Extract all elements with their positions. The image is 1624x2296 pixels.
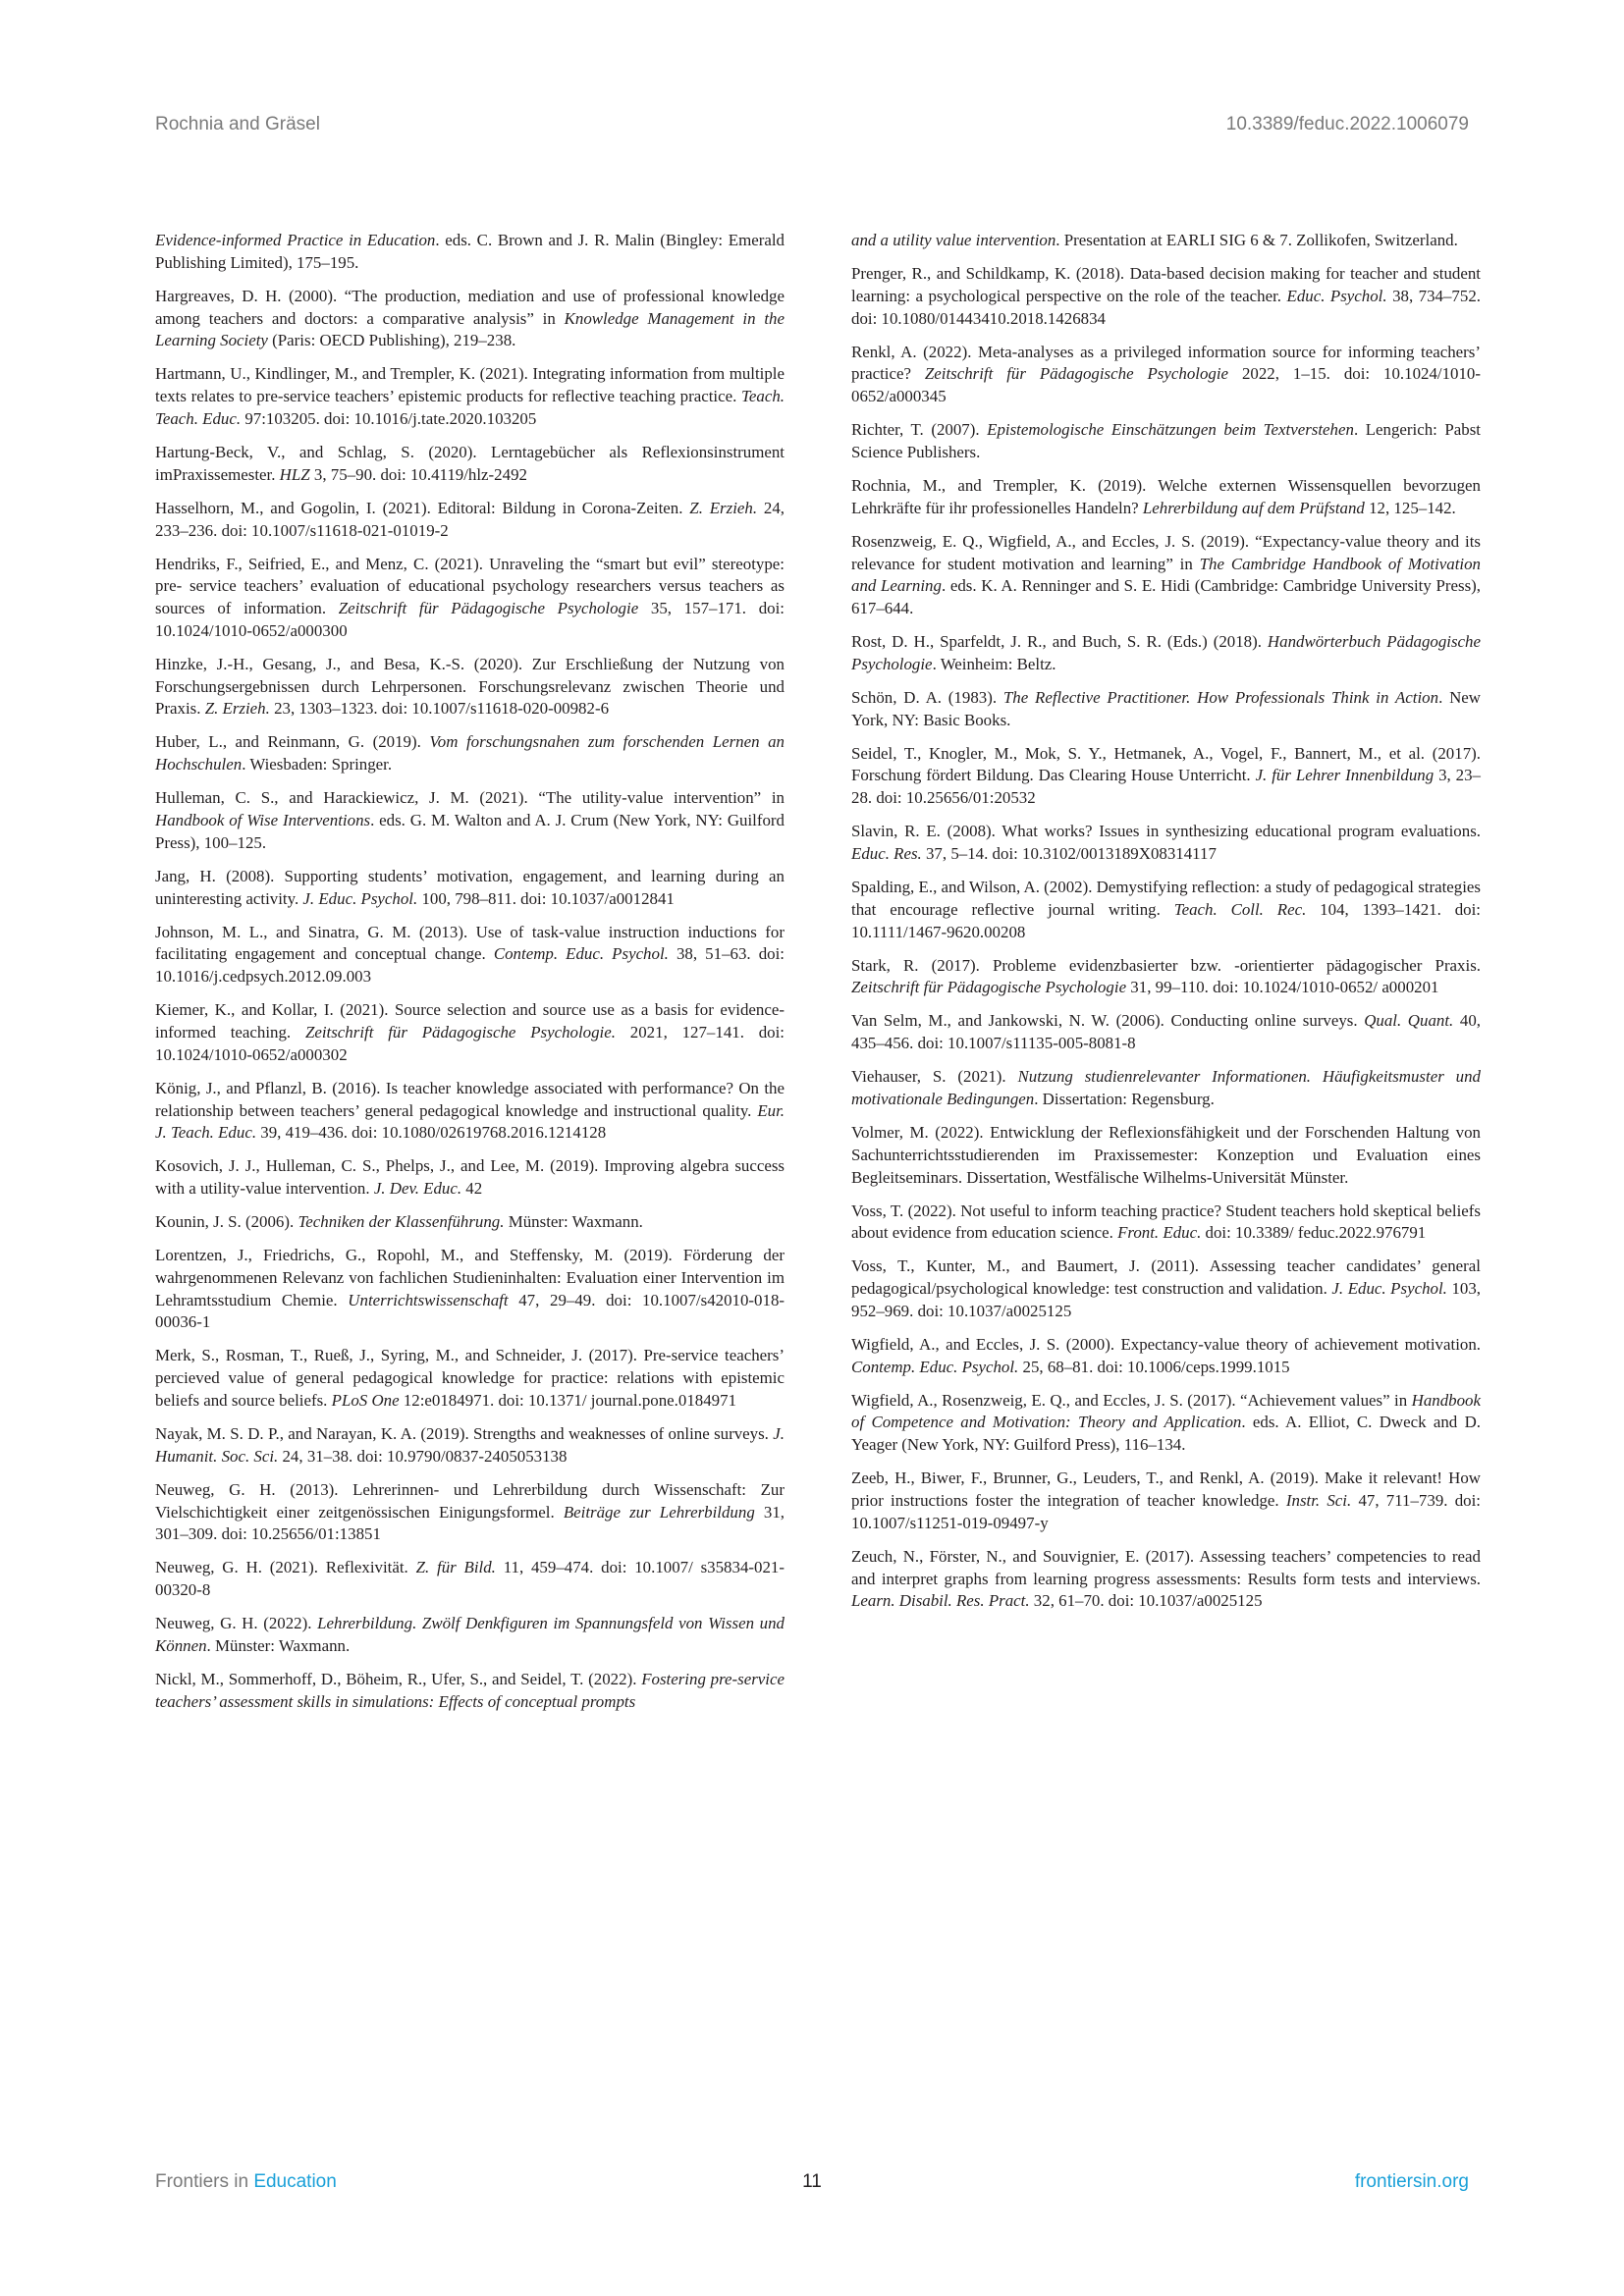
reference-title-italic: Knowledge Management in the Learning Society bbox=[155, 308, 785, 350]
reference-title-italic: Educ. Psychol. bbox=[1286, 286, 1387, 305]
reference-text: Voss, T., Kunter, M., and Baumert, J. (2011). Assessing teacher candidates’ general pedagogical/psychological knowledge: test construction and validation. bbox=[851, 1256, 1481, 1299]
reference-entry bbox=[851, 342, 1481, 408]
reference-entry bbox=[155, 999, 785, 1066]
reference-entry bbox=[851, 743, 1481, 810]
reference-title-italic: Z. Erzieh. bbox=[689, 498, 758, 517]
reference-entry bbox=[155, 1245, 785, 1334]
reference-title-italic: Lehrerbildung. Zwölf Denkfiguren im Spannungsfeld von Wissen und Können bbox=[155, 1614, 785, 1655]
reference-title-italic: Zeitschrift für Pädagogische Psychologie. bbox=[304, 1022, 616, 1041]
reference-title-italic: Instr. Sci. bbox=[1285, 1491, 1352, 1511]
reference-text: Richter, T. (2007). bbox=[851, 420, 988, 440]
reference-entry bbox=[851, 1066, 1481, 1111]
reference-text: . Weinheim: Beltz. bbox=[932, 654, 1056, 673]
reference-text: König, J., and Pflanzl, B. (2016). Is teacher knowledge associated with performance? On the relationship between teachers’ general pedagogical knowledge and instructional quality. bbox=[155, 1078, 785, 1120]
reference-text: Kiemer, K., and Kollar, I. (2021). Source selection and source use as a basis for evidence- informed teaching. bbox=[155, 1000, 785, 1041]
reference-text: 12, 125–142. bbox=[1364, 498, 1456, 517]
reference-title-italic: Eur. J. Teach. Educ. bbox=[155, 1100, 785, 1143]
reference-text: Johnson, M. L., and Sinatra, G. M. (2013). Use of task-value instruction inductions for facilitating engagement and conceptual change. bbox=[155, 922, 785, 964]
reference-title-italic: J. Educ. Psychol. bbox=[302, 888, 418, 908]
reference-text: Hargreaves, D. H. (2000). “The production, mediation and use of professional knowledge among teachers and doctors: a comparative analysis” in bbox=[155, 286, 785, 328]
reference-title-italic: Handbook of Wise Interventions bbox=[155, 811, 371, 830]
reference-title-italic: Zeitschrift für Pädagogische Psychologie bbox=[924, 364, 1229, 384]
reference-title-italic: Teach. Coll. Rec. bbox=[1173, 899, 1307, 919]
reference-entry bbox=[155, 1155, 785, 1201]
reference-text: 24, 233–236. doi: 10.1007/s11618-021-01019-2 bbox=[155, 498, 785, 540]
reference-entry bbox=[155, 654, 785, 721]
reference-text: 24, 31–38. doi: 10.9790/0837-2405053138 bbox=[278, 1446, 568, 1466]
reference-text: Neuweg, G. H. (2022). bbox=[155, 1614, 318, 1633]
reference-entry bbox=[851, 1334, 1481, 1379]
reference-text: Seidel, T., Knogler, M., Mok, S. Y., Hetmanek, A., Vogel, F., Bannert, M., et al. (2017). Forschung fördert Bildung. Das Clearing House Unterricht. bbox=[851, 743, 1481, 785]
reference-entry bbox=[851, 1255, 1481, 1322]
reference-text: Stark, R. (2017). Probleme evidenzbasierter bzw. -orientierter pädagogischer Praxis. bbox=[851, 955, 1481, 975]
reference-title-italic: Teach. Teach. Educ. bbox=[155, 387, 785, 428]
reference-text: Rosenzweig, E. Q., Wigfield, A., and Eccles, J. S. (2019). “Expectancy-value theory and its relevance for student motivation and learning” in bbox=[851, 531, 1481, 573]
reference-entry bbox=[155, 787, 785, 854]
reference-entry bbox=[851, 955, 1481, 1000]
reference-title-italic: and a utility value intervention bbox=[851, 231, 1056, 249]
reference-text: Kounin, J. S. (2006). bbox=[155, 1212, 298, 1232]
footer-journal-name: Education bbox=[253, 2171, 337, 2192]
reference-title-italic: Z. für Bild. bbox=[415, 1558, 496, 1577]
reference-title-italic: Contemp. Educ. Psychol. bbox=[493, 944, 669, 964]
reference-text: . eds. G. M. Walton and A. J. Crum (New York, NY: Guilford Press), 100–125. bbox=[155, 811, 785, 852]
reference-text: Renkl, A. (2022). Meta-analyses as a privileged information source for informing teachers’ practice? bbox=[851, 342, 1481, 384]
reference-text: Zeeb, H., Biwer, F., Brunner, G., Leuders, T., and Renkl, A. (2019). Make it relevant! How prior instructions foster the integration of teacher knowledge. bbox=[851, 1468, 1481, 1511]
reference-text: Zeuch, N., Förster, N., and Souvignier, E. (2017). Assessing teachers’ competencies to read and interpret graphs from learning progress assessments: Results form tests and interviews. bbox=[851, 1546, 1481, 1588]
reference-entry bbox=[851, 631, 1481, 676]
reference-text: Hendriks, F., Seifried, E., and Menz, C. (2021). Unraveling the “smart but evil” stereotype: pre- service teachers’ evaluation of educational psychology researchers versus teachers as sources of information. bbox=[155, 554, 785, 618]
reference-text: Hartmann, U., Kindlinger, M., and Trempler, K. (2021). Integrating information from multiple texts relates to pre-service teachers’ epistemic products for reflective teaching practice. bbox=[155, 364, 785, 406]
reference-entry bbox=[851, 1201, 1481, 1246]
reference-title-italic: Beiträge zur Lehrerbildung bbox=[563, 1502, 755, 1522]
reference-text: . eds. A. Elliot, C. Dweck and D. Yeager (New York, NY: Guilford Press), 116–134. bbox=[851, 1413, 1481, 1455]
reference-title-italic: Learn. Disabil. Res. Pract. bbox=[851, 1591, 1030, 1611]
reference-text: 47, 29–49. doi: 10.1007/s42010-018-00036-1 bbox=[155, 1290, 785, 1332]
reference-entry bbox=[155, 230, 785, 275]
reference-text: 104, 1393–1421. doi: 10.1111/1467-9620.00208 bbox=[851, 899, 1481, 941]
reference-text: Prenger, R., and Schildkamp, K. (2018). Data-based decision making for teacher and student learning: a psychological perspective on the role of the teacher. bbox=[851, 263, 1481, 305]
reference-title-italic: J. für Lehrer Innenbildung bbox=[1255, 766, 1435, 785]
reference-text: . Presentation at EARLI SIG 6 & 7. Zollikofen, Switzerland. bbox=[1056, 231, 1458, 249]
reference-text: 23, 1303–1323. doi: 10.1007/s11618-020-00982-6 bbox=[269, 699, 610, 719]
reference-entry bbox=[851, 263, 1481, 330]
reference-text: Nayak, M. S. D. P., and Narayan, K. A. (2019). Strengths and weaknesses of online surveys. bbox=[155, 1424, 774, 1444]
reference-entry bbox=[155, 1479, 785, 1546]
reference-entry bbox=[155, 1345, 785, 1412]
reference-entry bbox=[851, 1010, 1481, 1055]
footer-site-link[interactable]: frontiersin.org bbox=[1354, 2171, 1469, 2192]
reference-text: . eds. K. A. Renninger and S. E. Hidi (Cambridge: Cambridge University Press), 617–644. bbox=[851, 576, 1481, 618]
reference-text: . Wiesbaden: Springer. bbox=[242, 755, 393, 774]
reference-entry bbox=[851, 419, 1481, 464]
reference-entry bbox=[851, 1468, 1481, 1534]
references-right-column bbox=[851, 230, 1481, 1624]
reference-entry bbox=[155, 498, 785, 543]
reference-entry bbox=[155, 442, 785, 487]
reference-text: 25, 68–81. doi: 10.1006/ceps.1999.1015 bbox=[1018, 1357, 1290, 1376]
reference-text: Viehauser, S. (2021). bbox=[851, 1067, 1018, 1087]
reference-title-italic: The Cambridge Handbook of Motivation and Learning bbox=[851, 554, 1482, 596]
reference-title-italic: Handwörterbuch Pädagogische Psychologie bbox=[851, 632, 1481, 673]
reference-text: Rochnia, M., and Trempler, K. (2019). Welche externen Wissensquellen bevorzugen Lehrkräfte für ihr professionelles Handeln? bbox=[851, 475, 1481, 517]
reference-text: Kosovich, J. J., Hulleman, C. S., Phelps, J., and Lee, M. (2019). Improving algebra success with a utility-value intervention. bbox=[155, 1156, 785, 1199]
reference-text: Lorentzen, J., Friedrichs, G., Ropohl, M., and Steffensky, M. (2019). Förderung der wahrgenommenen Relevanz von fachlichen Studieninhalten: Evaluation einer Intervention im Lehramtsstudium Chemie. bbox=[155, 1246, 785, 1309]
reference-title-italic: PLoS One bbox=[331, 1391, 400, 1411]
reference-text: 31, 301–309. doi: 10.25656/01:13851 bbox=[155, 1502, 785, 1544]
reference-entry bbox=[851, 877, 1481, 943]
reference-entry bbox=[155, 286, 785, 352]
reference-text: . New York, NY: Basic Books. bbox=[851, 687, 1481, 729]
reference-text: Hulleman, C. S., and Harackiewicz, J. M. (2021). “The utility-value intervention” in bbox=[155, 788, 785, 808]
reference-text: . Dissertation: Regensburg. bbox=[1034, 1089, 1215, 1108]
reference-text: Schön, D. A. (1983). bbox=[851, 687, 1003, 707]
reference-entry bbox=[851, 821, 1481, 866]
reference-title-italic: Evidence-informed Practice in Education bbox=[155, 231, 436, 249]
reference-entry bbox=[851, 1390, 1481, 1457]
reference-text: Neuweg, G. H. (2013). Lehrerinnen- und Lehrerbildung durch Wissenschaft: Zur Vielschichtigkeit einer zeitgenössischen Einigungsformel. bbox=[155, 1479, 785, 1522]
reference-text: 42 bbox=[461, 1179, 483, 1199]
reference-text: Münster: Waxmann. bbox=[504, 1212, 643, 1232]
reference-text: 47, 711–739. doi: 10.1007/s11251-019-09497-y bbox=[851, 1491, 1481, 1532]
reference-text: Hasselhorn, M., and Gogolin, I. (2021). Editoral: Bildung in Corona-Zeiten. bbox=[155, 498, 690, 517]
reference-entry bbox=[851, 1122, 1481, 1189]
reference-text: doi: 10.3389/ feduc.2022.976791 bbox=[1201, 1223, 1427, 1243]
reference-title-italic: Front. Educ. bbox=[1117, 1223, 1202, 1243]
references-left-column bbox=[155, 230, 785, 1725]
reference-title-italic: Educ. Res. bbox=[851, 844, 922, 864]
reference-text: . Münster: Waxmann. bbox=[206, 1635, 351, 1655]
reference-title-italic: Techniken der Klassenführung. bbox=[298, 1212, 505, 1232]
reference-text: (Paris: OECD Publishing), 219–238. bbox=[267, 331, 516, 350]
reference-entry bbox=[155, 866, 785, 911]
reference-text: 103, 952–969. doi: 10.1037/a0025125 bbox=[851, 1279, 1481, 1320]
reference-text: Spalding, E., and Wilson, A. (2002). Demystifying reflection: a study of pedagogical strategies that encourage reflective journal writing. bbox=[851, 878, 1481, 919]
reference-text: . eds. C. Brown and J. R. Malin (Bingley: Emerald Publishing Limited), 175–195. bbox=[155, 231, 785, 272]
reference-entry bbox=[155, 1669, 785, 1714]
reference-entry bbox=[155, 1613, 785, 1658]
reference-title-italic: Unterrichtswissenschaft bbox=[348, 1290, 509, 1309]
reference-entry bbox=[155, 363, 785, 430]
reference-text: Huber, L., and Reinmann, G. (2019). bbox=[155, 732, 430, 752]
reference-text: Van Selm, M., and Jankowski, N. W. (2006). Conducting online surveys. bbox=[851, 1011, 1365, 1031]
reference-text: 3, 23–28. doi: 10.25656/01:20532 bbox=[851, 766, 1482, 808]
reference-text: 3, 75–90. doi: 10.4119/hlz-2492 bbox=[309, 464, 527, 484]
reference-text: Volmer, M. (2022). Entwicklung der Reflexionsfähigkeit und der Forschenden Haltung von Sachunterrichtsstudierenden im Praxissemester: Konzeption und Evaluation eines Begleitseminars. Dissertation, Westfälische Wilhelms-Universität Münster. bbox=[851, 1122, 1481, 1187]
reference-text: Nickl, M., Sommerhoff, D., Böheim, R., Ufer, S., and Seidel, T. (2022). bbox=[155, 1669, 642, 1688]
reference-title-italic: Epistemologische Einschätzungen beim Textverstehen bbox=[987, 420, 1354, 440]
reference-text: 39, 419–436. doi: 10.1080/02619768.2016.1214128 bbox=[256, 1123, 607, 1143]
reference-text: Merk, S., Rosman, T., Rueß, J., Syring, M., and Schneider, J. (2017). Pre-service teachers’ percieved value of general pedagogical knowledge for practice: relations with epistemic beliefs and source beliefs. bbox=[155, 1346, 785, 1411]
reference-text: Neuweg, G. H. (2021). Reflexivität. bbox=[155, 1558, 416, 1577]
reference-entry bbox=[155, 1423, 785, 1468]
page-number: 11 bbox=[802, 2171, 822, 2192]
reference-entry bbox=[851, 531, 1481, 620]
reference-title-italic: J. Educ. Psychol. bbox=[1331, 1279, 1447, 1299]
reference-text: Voss, T. (2022). Not useful to inform teaching practice? Student teachers hold skeptical beliefs about evidence from education science. bbox=[851, 1201, 1481, 1243]
reference-entry bbox=[155, 922, 785, 988]
reference-text: 12:e0184971. doi: 10.1371/ journal.pone.0184971 bbox=[399, 1391, 737, 1411]
reference-text: 97:103205. doi: 10.1016/j.tate.2020.103205 bbox=[241, 408, 537, 428]
reference-entry bbox=[851, 475, 1481, 520]
reference-title-italic: Fostering pre-service teachers’ assessment skills in simulations: Effects of conceptual prompts bbox=[155, 1669, 785, 1711]
reference-text: 38, 734–752. doi: 10.1080/01443410.2018.1426834 bbox=[851, 286, 1481, 328]
reference-title-italic: Nutzung studienrelevanter Informationen. Häufigkeitsmuster und motivationale Bedingungen bbox=[851, 1067, 1481, 1108]
running-header-doi[interactable]: 10.3389/feduc.2022.1006079 bbox=[1225, 114, 1469, 134]
reference-text: 2021, 127–141. doi: 10.1024/1010-0652/a000302 bbox=[155, 1022, 785, 1064]
reference-text: Rost, D. H., Sparfeldt, J. R., and Buch, S. R. (Eds.) (2018). bbox=[851, 632, 1268, 652]
reference-text: Wigfield, A., Rosenzweig, E. Q., and Eccles, J. S. (2017). “Achievement values” in bbox=[851, 1390, 1412, 1410]
reference-title-italic: Zeitschrift für Pädagogische Psychologie bbox=[851, 978, 1127, 997]
reference-text: 40, 435–456. doi: 10.1007/s11135-005-8081-8 bbox=[851, 1011, 1481, 1053]
reference-entry bbox=[155, 731, 785, 776]
reference-text: 2022, 1–15. doi: 10.1024/1010-0652/a000345 bbox=[851, 364, 1482, 406]
reference-entry bbox=[155, 1557, 785, 1602]
running-header-authors: Rochnia and Gräsel bbox=[155, 114, 320, 134]
reference-text: 37, 5–14. doi: 10.3102/0013189X08314117 bbox=[921, 844, 1217, 864]
reference-entry bbox=[851, 230, 1481, 252]
reference-title-italic: Zeitschrift für Pädagogische Psychologie bbox=[338, 599, 639, 618]
reference-text: . Lengerich: Pabst Science Publishers. bbox=[851, 420, 1481, 461]
reference-title-italic: J. Humanit. Soc. Sci. bbox=[155, 1424, 785, 1466]
reference-text: Hinzke, J.-H., Gesang, J., and Besa, K.-S. (2020). Zur Erschließung der Nutzung von Forschungsergebnissen durch Lehrpersonen. Forschungsrelevanz zwischen Theorie und Praxis. bbox=[155, 654, 785, 719]
reference-text: 35, 157–171. doi: 10.1024/1010-0652/a000300 bbox=[155, 599, 785, 640]
reference-text: 31, 99–110. doi: 10.1024/1010-0652/ a000201 bbox=[1126, 978, 1439, 997]
reference-title-italic: Handbook of Competence and Motivation: Theory and Application bbox=[851, 1390, 1481, 1432]
reference-entry bbox=[851, 1546, 1481, 1613]
reference-entry bbox=[155, 554, 785, 643]
reference-title-italic: HLZ bbox=[279, 464, 310, 484]
reference-entry bbox=[155, 1078, 785, 1145]
reference-text: 38, 51–63. doi: 10.1016/j.cedpsych.2012.09.003 bbox=[155, 944, 785, 987]
reference-text: 11, 459–474. doi: 10.1007/ s35834-021-00320-8 bbox=[155, 1558, 785, 1600]
reference-text: Jang, H. (2008). Supporting students’ motivation, engagement, and learning during an uninteresting activity. bbox=[155, 866, 785, 908]
reference-title-italic: Lehrerbildung auf dem Prüfstand bbox=[1142, 498, 1365, 517]
reference-title-italic: J. Dev. Educ. bbox=[373, 1179, 462, 1199]
reference-title-italic: Contemp. Educ. Psychol. bbox=[851, 1357, 1019, 1376]
reference-entry bbox=[851, 687, 1481, 732]
reference-title-italic: The Reflective Practitioner. How Professionals Think in Action bbox=[1002, 687, 1439, 707]
footer-journal-prefix: Frontiers in bbox=[155, 2171, 254, 2192]
reference-text: 100, 798–811. doi: 10.1037/a0012841 bbox=[417, 888, 675, 908]
reference-text: Hartung-Beck, V., and Schlag, S. (2020). Lerntagebücher als Reflexionsinstrument imPraxissemester. bbox=[155, 442, 785, 484]
reference-title-italic: Qual. Quant. bbox=[1364, 1011, 1454, 1031]
reference-text: Slavin, R. E. (2008). What works? Issues in synthesizing educational program evaluations. bbox=[851, 822, 1481, 841]
reference-title-italic: Z. Erzieh. bbox=[204, 699, 270, 719]
reference-text: Wigfield, A., and Eccles, J. S. (2000). Expectancy-value theory of achievement motivation. bbox=[851, 1334, 1481, 1354]
reference-title-italic: Vom forschungsnahen zum forschenden Lernen an Hochschulen bbox=[155, 732, 785, 774]
reference-entry bbox=[155, 1211, 785, 1234]
reference-text: 32, 61–70. doi: 10.1037/a0025125 bbox=[1029, 1591, 1263, 1611]
